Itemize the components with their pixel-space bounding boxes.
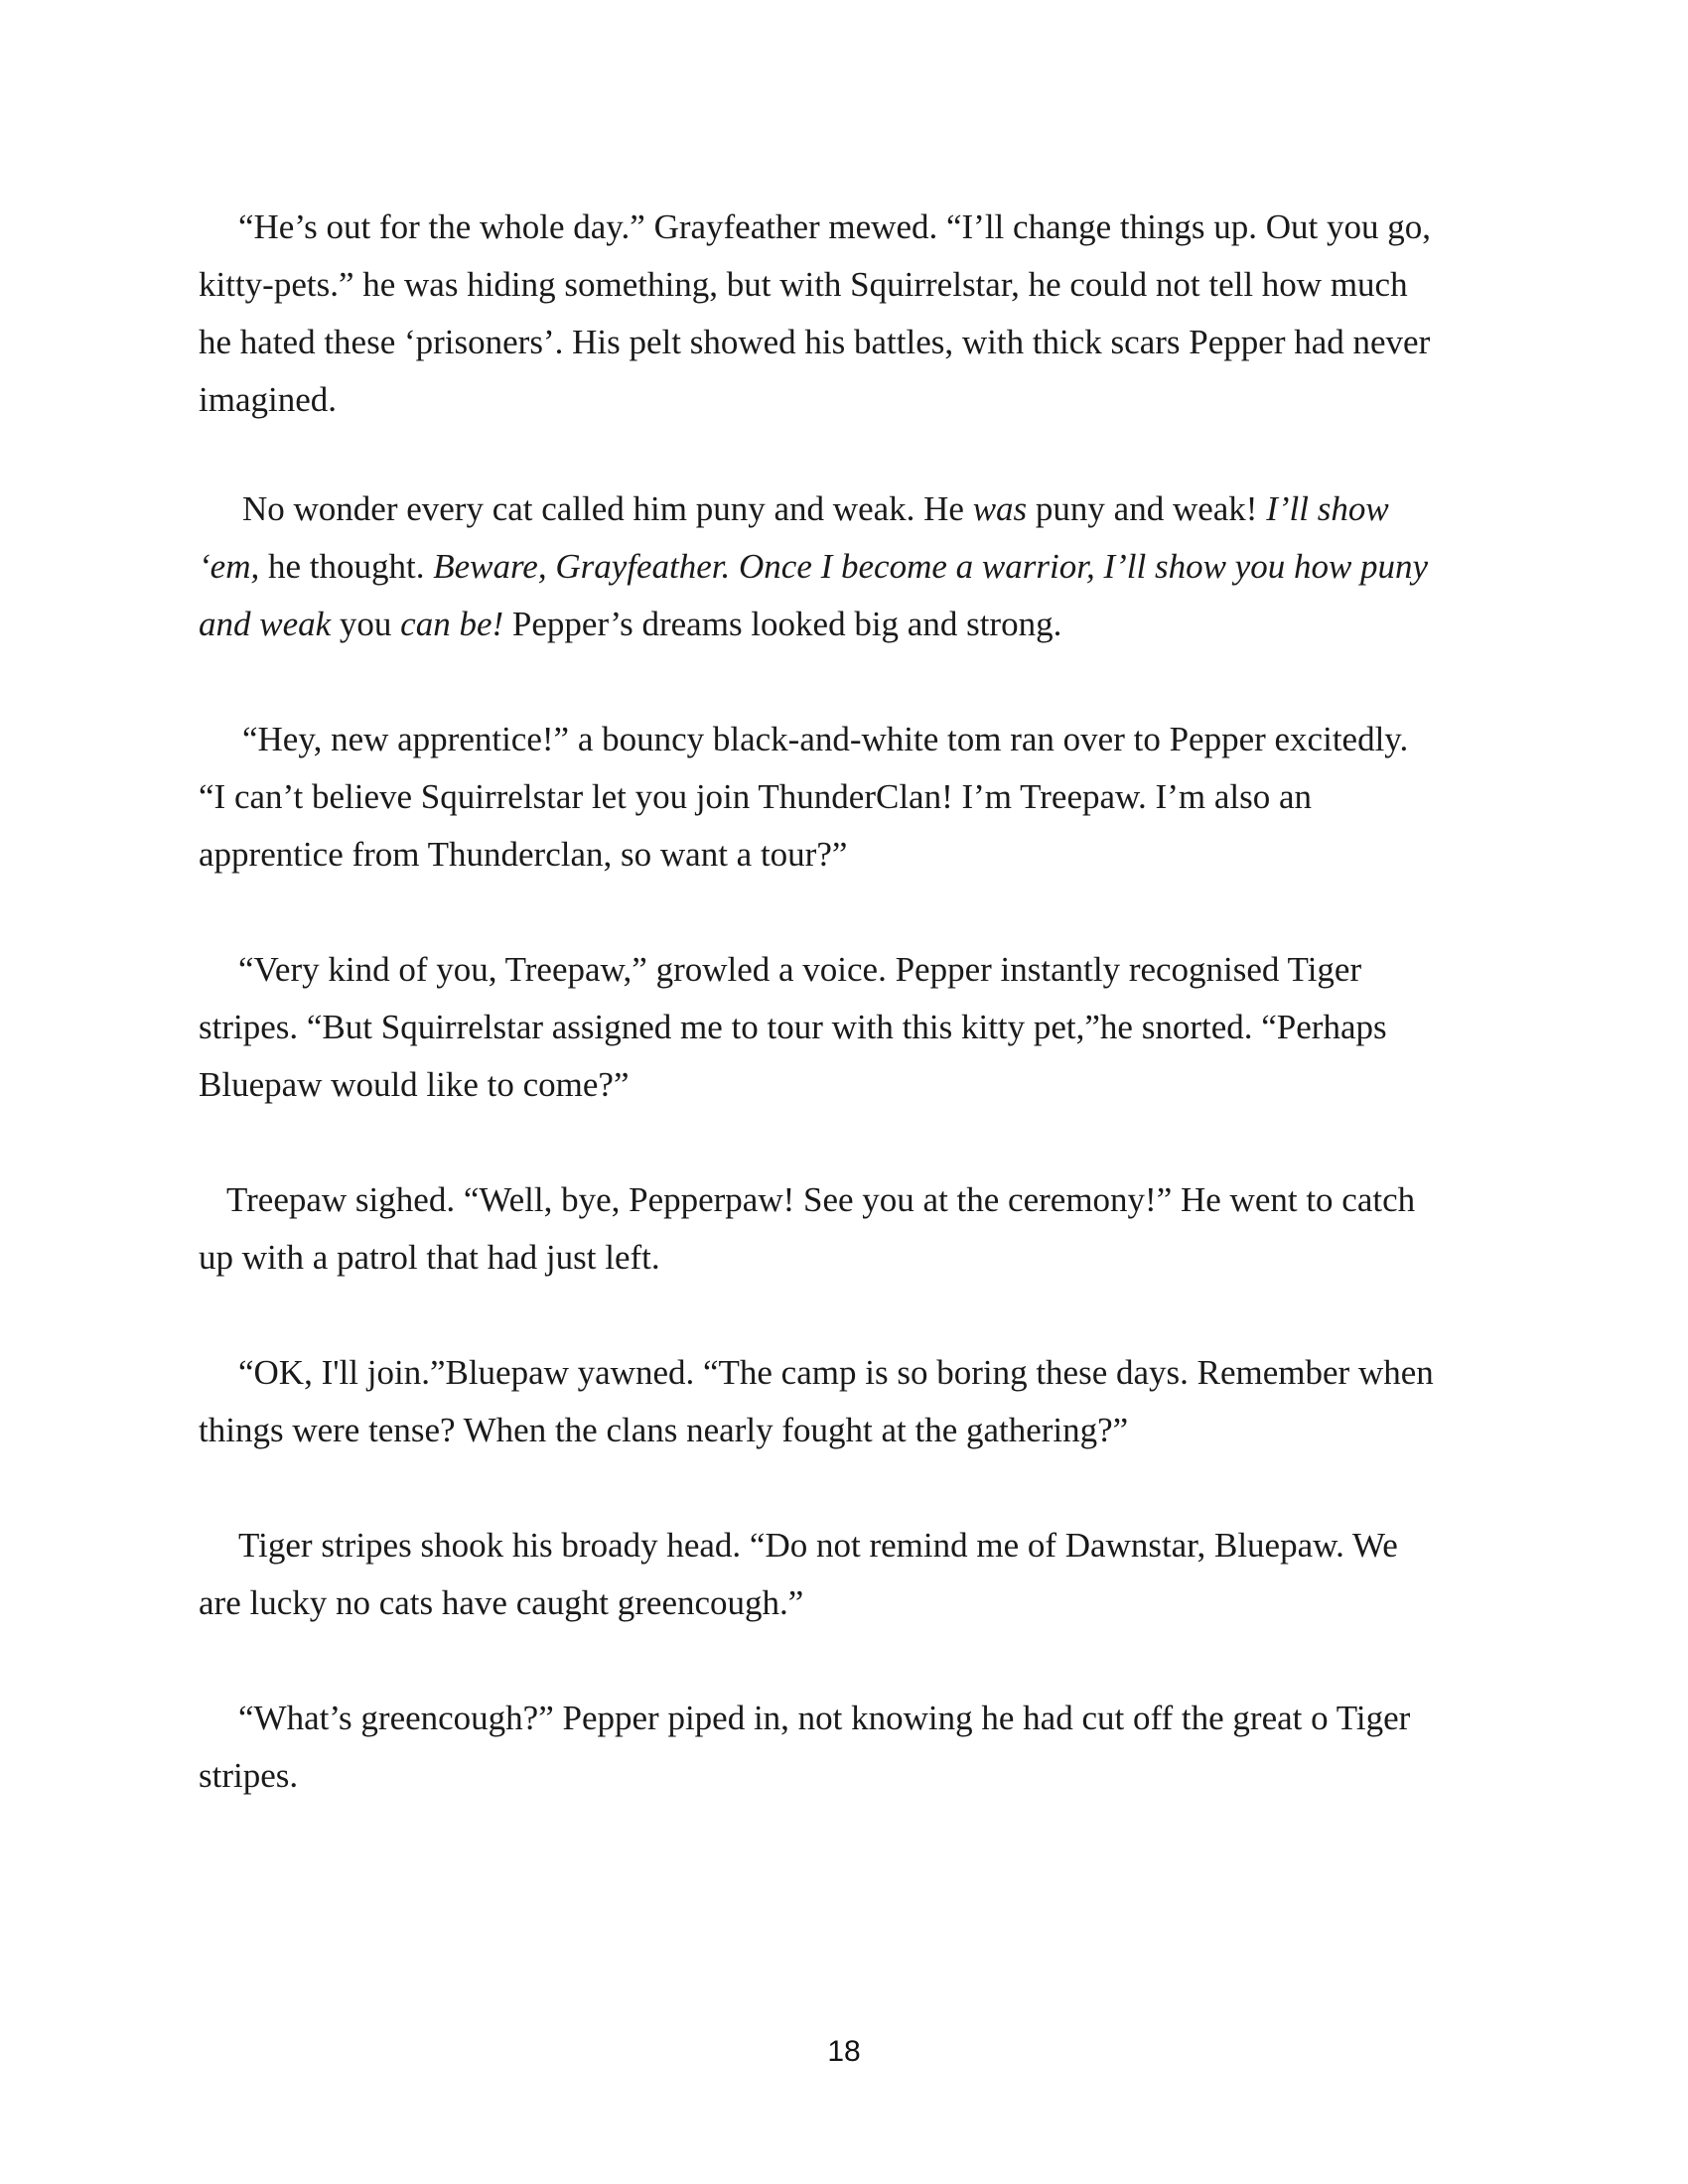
text-run: he hated these ‘prisoners’. His pelt showed his battles, with thick scars Pepper had never: [199, 323, 1431, 361]
text-run: kitty-pets.” he was hiding something, but with Squirrelstar, he could not tell how much: [199, 265, 1408, 304]
text-run: “Hey, new apprentice!” a bouncy black-and-white tom ran over to Pepper excitedly.: [242, 720, 1409, 758]
paragraph: [199, 199, 1489, 429]
text-run: stripes. “But Squirrelstar assigned me to tour with this kitty pet,”he snorted. “Perhaps: [199, 1008, 1387, 1046]
text-line: [199, 480, 1489, 538]
paragraph: [199, 711, 1489, 884]
text-run: are lucky no cats have caught greencough.”: [199, 1583, 804, 1622]
text-line: [199, 1402, 1489, 1459]
text-line: [199, 538, 1489, 596]
text-line: [199, 596, 1489, 653]
text-run: you: [331, 605, 401, 643]
text-line: [199, 1747, 1489, 1805]
paragraph: [199, 1517, 1489, 1632]
text-line: [199, 1056, 1489, 1114]
text-run: No wonder every cat called him puny and weak. He: [242, 489, 973, 528]
text-run: things were tense? When the clans nearly fought at the gathering?”: [199, 1411, 1129, 1449]
text-run: stripes.: [199, 1756, 299, 1795]
text-run: “I can’t believe Squirrelstar let you join ThunderClan! I’m Treepaw. I’m also an: [199, 777, 1312, 816]
text-line: [199, 1690, 1489, 1747]
text-run: up with a patrol that had just left.: [199, 1238, 660, 1277]
text-line: [199, 768, 1489, 826]
page-number: 18: [827, 2035, 861, 2068]
paragraph: [199, 480, 1489, 653]
italic-run: and weak: [199, 605, 332, 643]
text-run: Treepaw sighed. “Well, bye, Pepperpaw! See you at the ceremony!” He went to catch: [226, 1180, 1416, 1219]
text-run: he thought.: [259, 547, 434, 586]
text-line: [199, 371, 1489, 429]
text-line: [199, 941, 1489, 999]
text-line: [199, 314, 1489, 371]
text-line: [199, 199, 1489, 256]
text-line: [199, 256, 1489, 314]
paragraph: [199, 1690, 1489, 1805]
italic-run: was: [972, 489, 1028, 528]
text-run: apprentice from Thunderclan, so want a tour?”: [199, 835, 848, 874]
text-line: [199, 1229, 1489, 1287]
text-line: [199, 1574, 1489, 1632]
text-line: [199, 711, 1489, 768]
italic-run: ‘em,: [199, 547, 260, 586]
text-run: “He’s out for the whole day.” Grayfeather mewed. “I’ll change things up. Out you go,: [238, 207, 1431, 246]
text-line: [199, 826, 1489, 884]
paragraph: [199, 941, 1489, 1114]
text-run: Tiger stripes shook his broady head. “Do not remind me of Dawnstar, Bluepaw. We: [238, 1526, 1398, 1565]
paragraph: [199, 1344, 1489, 1459]
text-run: “Very kind of you, Treepaw,” growled a voice. Pepper instantly recognised Tiger: [238, 950, 1362, 989]
text-run: puny and weak!: [1027, 489, 1267, 528]
text-run: “What’s greencough?” Pepper piped in, not knowing he had cut off the great o Tiger: [238, 1699, 1411, 1737]
text-run: Bluepaw would like to come?”: [199, 1065, 630, 1104]
text-run: “OK, I'll join.”Bluepaw yawned. “The camp is so boring these days. Remember when: [238, 1353, 1434, 1392]
text-run: Pepper’s dreams looked big and strong.: [503, 605, 1062, 643]
paragraph: [199, 1171, 1489, 1287]
italic-run: I’ll show: [1266, 489, 1389, 528]
italic-run: Beware, Grayfeather. Once I become a warrior, I’ll show you how puny: [433, 547, 1429, 586]
italic-run: can be!: [400, 605, 504, 643]
text-line: [199, 1517, 1489, 1574]
text-line: [199, 1344, 1489, 1402]
text-line: [199, 1171, 1489, 1229]
text-line: [199, 999, 1489, 1056]
text-run: imagined.: [199, 380, 337, 419]
